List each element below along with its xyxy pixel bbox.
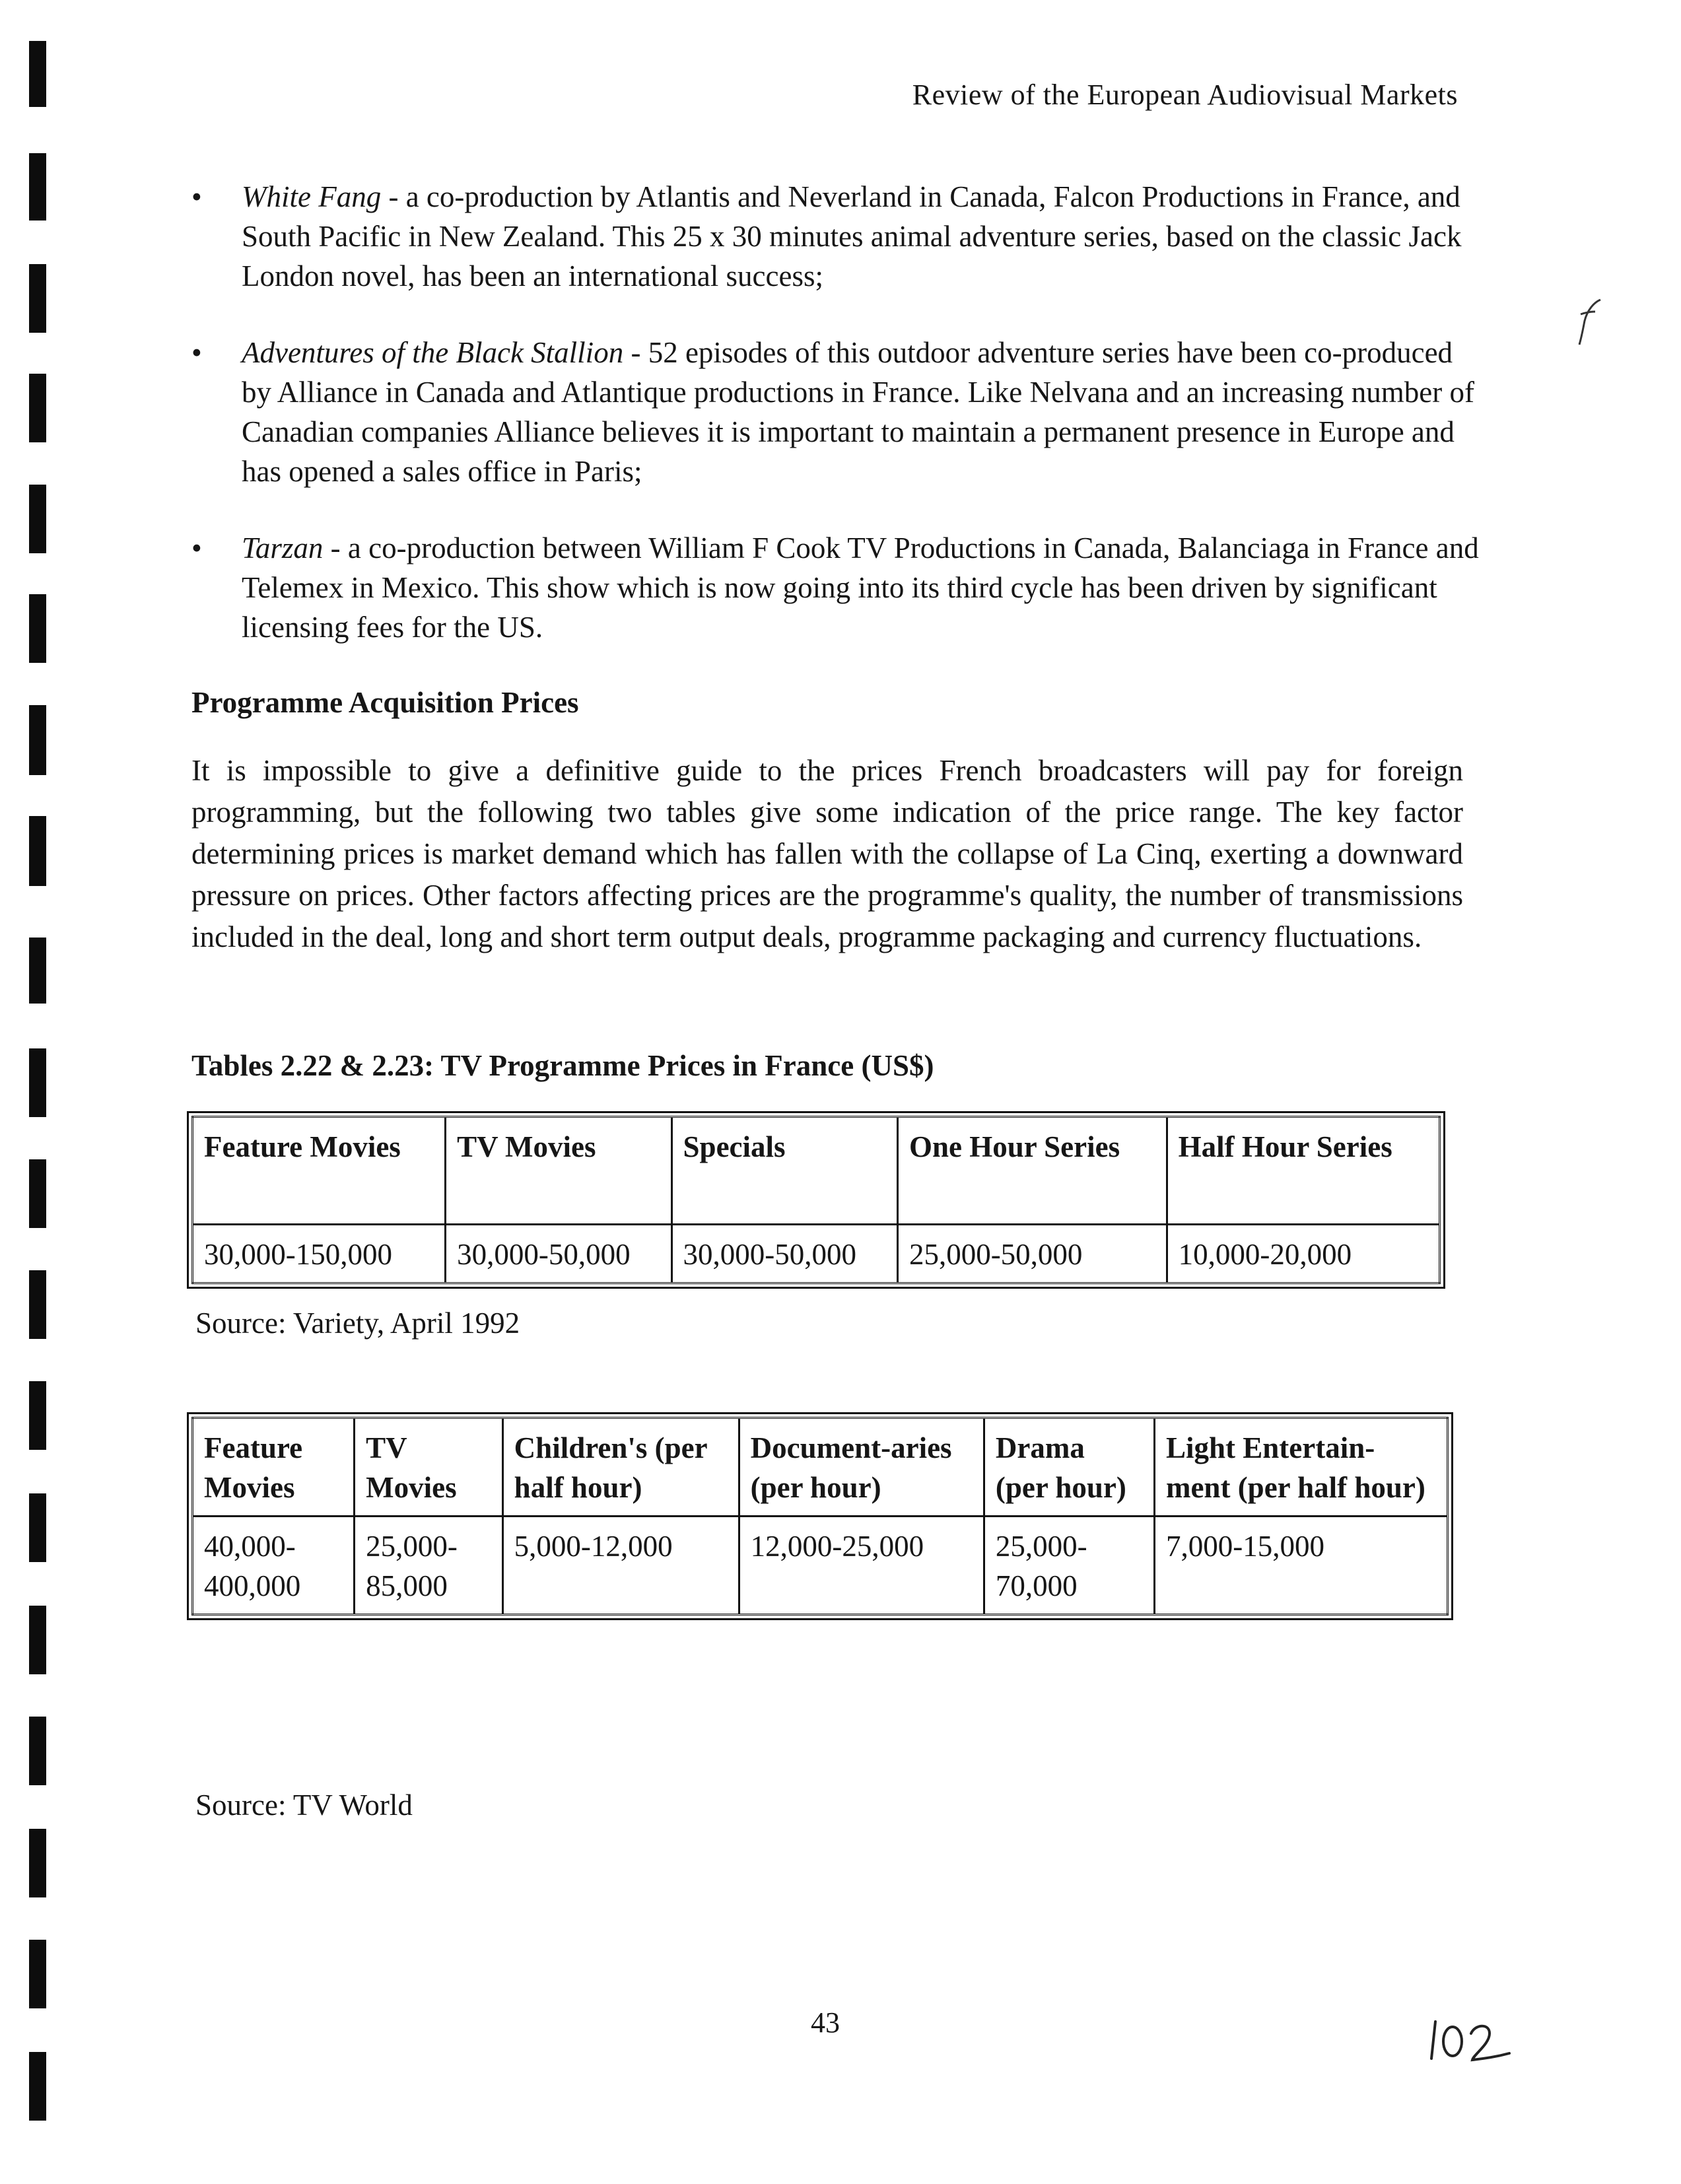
table-header-cell: Document-aries (per hour) (739, 1418, 984, 1517)
table-cell: 40,000-400,000 (193, 1517, 355, 1615)
price-table-variety (191, 1116, 1441, 1284)
table-row (193, 1225, 1440, 1283)
binder-mark (29, 1940, 46, 2008)
binder-mark (29, 1717, 46, 1785)
programme-title: Tarzan (242, 531, 324, 564)
section-heading: Programme Acquisition Prices (191, 686, 579, 719)
bullet-symbol: • (191, 180, 202, 213)
programme-title: White Fang (242, 180, 382, 213)
bullet-symbol: • (191, 531, 202, 564)
programme-description: - a co-production by Atlantis and Neverland in Canada, Falcon Productions in France, and South Pacific in New Zealand. This 25 x 30 minutes animal adventure series, based on the classic Jack London novel, has been an international success; (242, 180, 1462, 292)
binder-mark (29, 2052, 46, 2121)
table-header-cell: TV Movies (355, 1418, 503, 1517)
price-table-tv-world (191, 1417, 1449, 1616)
binder-mark (29, 816, 46, 886)
table-cell: 25,000-70,000 (984, 1517, 1154, 1615)
coproduction-list (191, 177, 1479, 684)
table-header-cell: Children's (per half hour) (502, 1418, 739, 1517)
table2-source: Source: TV World (195, 1789, 413, 1822)
programme-description: - a co-production between William F Cook TV Productions in Canada, Balanciaga in France and Telemex in Mexico. This show which is now going into its third cycle has been driven by significant licensing fees for the US. (242, 531, 1479, 644)
binder-mark (29, 1381, 46, 1450)
table-header-cell: Specials (671, 1117, 897, 1225)
table-cell: 12,000-25,000 (739, 1517, 984, 1615)
page-number: 43 (811, 2006, 840, 2039)
list-item (191, 333, 1479, 491)
binder-mark (29, 41, 46, 107)
body-paragraph: It is impossible to give a definitive guide to the prices French broadcasters will pay for foreign programming, but the following two tables give some indication of the price range. The key factor determining prices is market demand which has fallen with the collapse of La Cinq, exerting a downward pressure on prices. Other factors affecting prices are the programme's quality, the number of transmissions included in the deal, long and short term output deals, programme packaging and currency fluctuations. (191, 754, 1463, 953)
binder-mark (29, 938, 46, 1004)
table-cell: 30,000-50,000 (446, 1225, 671, 1283)
tables-caption: Tables 2.22 & 2.23: TV Programme Prices in France (US$) (191, 1049, 934, 1082)
table1-source: Source: Variety, April 1992 (195, 1307, 520, 1340)
binder-mark (29, 1829, 46, 1897)
list-item (191, 528, 1479, 647)
running-header: Review of the European Audiovisual Markets (912, 79, 1458, 111)
table-cell: 30,000-150,000 (193, 1225, 446, 1283)
programme-title: Adventures of the Black Stallion (242, 336, 624, 369)
binder-mark (29, 705, 46, 775)
binder-mark (29, 594, 46, 663)
table-cell: 5,000-12,000 (502, 1517, 739, 1615)
binder-mark (29, 485, 46, 553)
binder-mark (29, 153, 46, 221)
table-header-cell: TV Movies (446, 1117, 671, 1225)
table-cell: 10,000-20,000 (1167, 1225, 1439, 1283)
binder-mark (29, 374, 46, 442)
table-header-cell: Feature Movies (193, 1117, 446, 1225)
table-cell: 30,000-50,000 (671, 1225, 897, 1283)
binder-mark (29, 1606, 46, 1674)
table-row (193, 1517, 1448, 1615)
bullet-symbol: • (191, 336, 202, 369)
handwritten-page-number (1426, 2007, 1519, 2066)
table-header-cell: One Hour Series (897, 1117, 1167, 1225)
table-header-cell: Drama (per hour) (984, 1418, 1154, 1517)
table-cell: 25,000-85,000 (355, 1517, 503, 1615)
binder-mark (29, 1159, 46, 1228)
binder-mark (29, 264, 46, 333)
binder-mark (29, 1270, 46, 1339)
table-cell: 7,000-15,000 (1154, 1517, 1447, 1615)
programme-description: - 52 episodes of this outdoor adventure series have been co-produced by Alliance in Canada and Atlantique productions in France. Like Nelvana and an increasing number of Canadian companies Alliance believes it is important to maintain a permanent presence in Europe and has opened a sales office in Paris; (242, 336, 1474, 488)
handwritten-tick-mark (1570, 296, 1610, 349)
table-header-cell: Light Entertain-ment (per half hour) (1154, 1418, 1447, 1517)
list-item (191, 177, 1479, 296)
table-header-cell: Half Hour Series (1167, 1117, 1439, 1225)
table-header-row (193, 1117, 1440, 1225)
table-cell: 25,000-50,000 (897, 1225, 1167, 1283)
table-header-row (193, 1418, 1448, 1517)
table-header-cell: Feature Movies (193, 1418, 355, 1517)
binder-mark (29, 1493, 46, 1562)
binder-mark (29, 1048, 46, 1117)
